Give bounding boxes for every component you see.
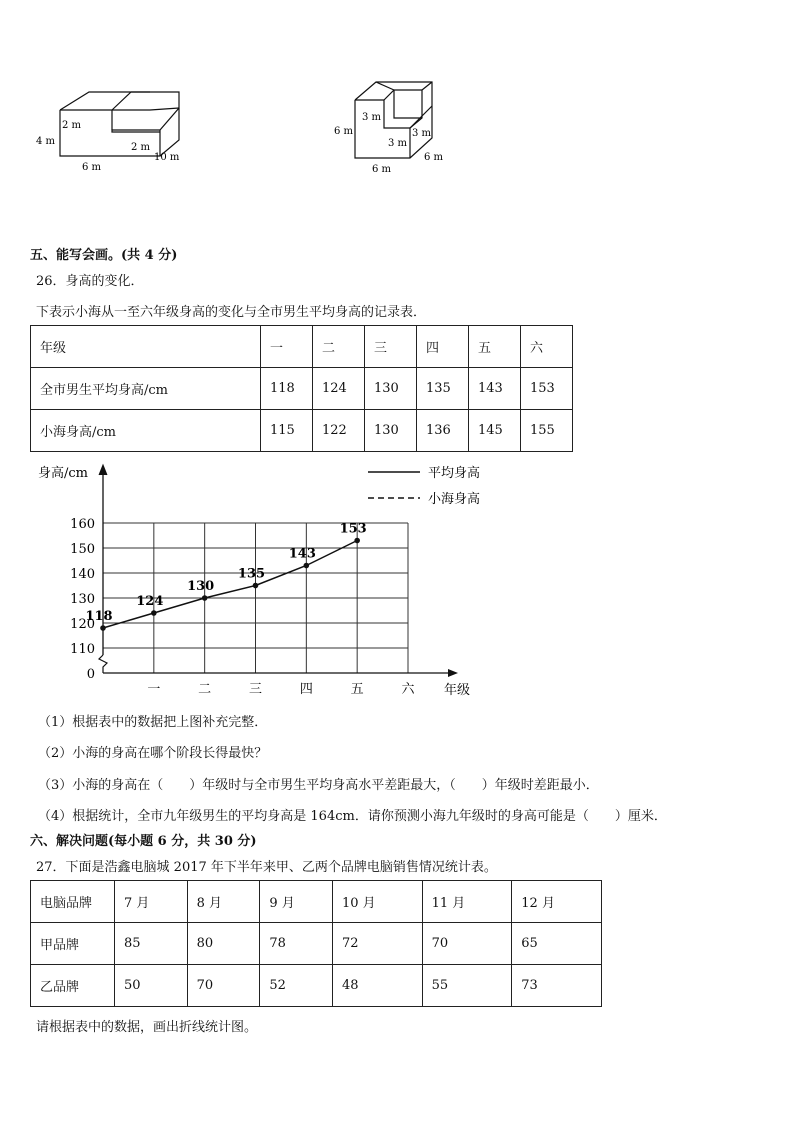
data-point	[304, 563, 310, 569]
table-cell: 130	[365, 368, 417, 410]
table-cell: 72	[332, 923, 422, 965]
table-cell: 145	[469, 410, 521, 452]
x-axis-label: 年级	[444, 683, 471, 698]
table-cell: 12 月	[512, 881, 602, 923]
table-cell: 48	[332, 965, 422, 1007]
fig2-label: 6 m	[372, 164, 392, 175]
q26-sub2: （2）小海的身高在哪个阶段长得最快？	[38, 746, 268, 761]
x-axis-arrow	[448, 669, 458, 677]
data-label: 143	[288, 546, 316, 562]
axis-break-mark	[99, 655, 107, 673]
table-row	[31, 965, 602, 1007]
fig2-label: 3 m	[388, 138, 408, 149]
table-row	[31, 326, 573, 368]
notched-cube-figure	[330, 74, 450, 178]
table-cell: 136	[417, 410, 469, 452]
fig2-label: 6 m	[424, 152, 444, 163]
table-cell: 小海身高/cm	[31, 410, 261, 452]
fig1-label: 2 m	[62, 120, 82, 131]
y-tick-label: 130	[70, 592, 95, 607]
series-line	[103, 541, 357, 629]
data-point	[253, 583, 259, 589]
table-cell: 124	[313, 368, 365, 410]
y-axis-arrow	[99, 465, 107, 475]
table-cell: 85	[115, 923, 188, 965]
fig1-label: 2 m	[131, 142, 151, 153]
table-cell: 122	[313, 410, 365, 452]
y-tick-label: 150	[70, 542, 95, 557]
table-cell: 130	[365, 410, 417, 452]
x-tick-label: 五	[350, 682, 364, 697]
height-line-chart	[30, 455, 500, 705]
table-cell: 全市男生平均身高/cm	[31, 368, 261, 410]
table-row	[31, 410, 573, 452]
y-tick-label: 160	[70, 517, 95, 532]
section5-heading: 五、能写会画。(共 4 分)	[30, 248, 178, 263]
section6-heading: 六、解决问题(每小题 6 分，共 30 分)	[30, 834, 257, 849]
table-cell: 52	[260, 965, 333, 1007]
data-point	[354, 538, 360, 544]
data-point	[100, 625, 106, 631]
table-cell: 153	[521, 368, 573, 410]
table-cell: 50	[115, 965, 188, 1007]
fig1-label: 4 m	[36, 136, 56, 147]
x-tick-label: 一	[147, 682, 161, 697]
table-cell: 115	[261, 410, 313, 452]
fig2-label: 3 m	[362, 112, 382, 123]
table-cell: 四	[417, 326, 469, 368]
data-label: 130	[187, 579, 215, 594]
table-row	[31, 881, 602, 923]
data-label: 135	[237, 566, 266, 582]
q27-task: 请根据表中的数据，画出折线统计图。	[36, 1020, 258, 1035]
fig2-label: 3 m	[412, 128, 432, 139]
table-cell: 7 月	[115, 881, 188, 923]
table-cell: 年级	[31, 326, 261, 368]
legend-entry: 小海身高	[428, 492, 481, 507]
table-row	[31, 923, 602, 965]
y-tick-label: 120	[70, 617, 95, 632]
table-cell: 73	[512, 965, 602, 1007]
legend-entry: 平均身高	[428, 466, 481, 481]
q26-sub3: （3）小海的身高在（ ）年级时与全市男生平均身高水平差距最大，（ ）年级时差距最小．	[38, 778, 599, 793]
data-label: 118	[85, 609, 113, 624]
table-cell: 9 月	[260, 881, 333, 923]
q27-intro: 27．下面是浩鑫电脑城 2017 年下半年来甲、乙两个品牌电脑销售情况统计表。	[36, 860, 497, 875]
q26-intro: 下表示小海从一至六年级身高的变化与全市男生平均身高的记录表．	[36, 305, 427, 320]
y-tick-label: 110	[70, 642, 95, 657]
data-label: 124	[136, 594, 164, 609]
table-cell: 65	[512, 923, 602, 965]
table-cell: 135	[417, 368, 469, 410]
x-tick-label: 三	[248, 682, 263, 697]
table-cell: 55	[422, 965, 512, 1007]
table-cell: 8 月	[187, 881, 260, 923]
data-label: 153	[339, 521, 367, 537]
table-cell: 三	[365, 326, 417, 368]
table-cell: 118	[261, 368, 313, 410]
table-row	[31, 368, 573, 410]
table-cell: 155	[521, 410, 573, 452]
height-table	[30, 325, 573, 452]
table-cell: 一	[261, 326, 313, 368]
table-cell: 六	[521, 326, 573, 368]
x-tick-label: 二	[198, 682, 212, 697]
table-cell: 乙品牌	[31, 965, 115, 1007]
fig2-label: 6 m	[334, 126, 354, 137]
x-tick-label: 四	[299, 682, 313, 697]
table-cell: 11 月	[422, 881, 512, 923]
q26-sub1: （1）根据表中的数据把上图补充完整．	[38, 715, 268, 730]
table-cell: 143	[469, 368, 521, 410]
table-cell: 电脑品牌	[31, 881, 115, 923]
q26-sub4: （4）根据统计，全市九年级男生的平均身高是 164cm．请你预测小海九年级时的身高可能是（ ）厘米．	[38, 809, 667, 824]
sales-table	[30, 880, 602, 1007]
table-cell: 70	[422, 923, 512, 965]
table-cell: 78	[260, 923, 333, 965]
q26-title: 26．身高的变化．	[36, 274, 144, 289]
data-point	[151, 610, 157, 616]
x-tick-label: 六	[401, 682, 415, 697]
chart-legend	[368, 465, 480, 507]
table-cell: 80	[187, 923, 260, 965]
table-cell: 10 月	[332, 881, 422, 923]
y-tick-label: 0	[86, 667, 95, 682]
table-cell: 甲品牌	[31, 923, 115, 965]
y-tick-label: 140	[70, 567, 95, 582]
fig1-label: 6 m	[82, 162, 102, 173]
data-point	[202, 595, 208, 601]
table-cell: 70	[187, 965, 260, 1007]
table-cell: 五	[469, 326, 521, 368]
stepped-prism-figure	[30, 80, 200, 175]
y-axis-label: 身高/cm	[38, 466, 88, 481]
fig1-label: 10 m	[154, 152, 180, 163]
table-cell: 二	[313, 326, 365, 368]
